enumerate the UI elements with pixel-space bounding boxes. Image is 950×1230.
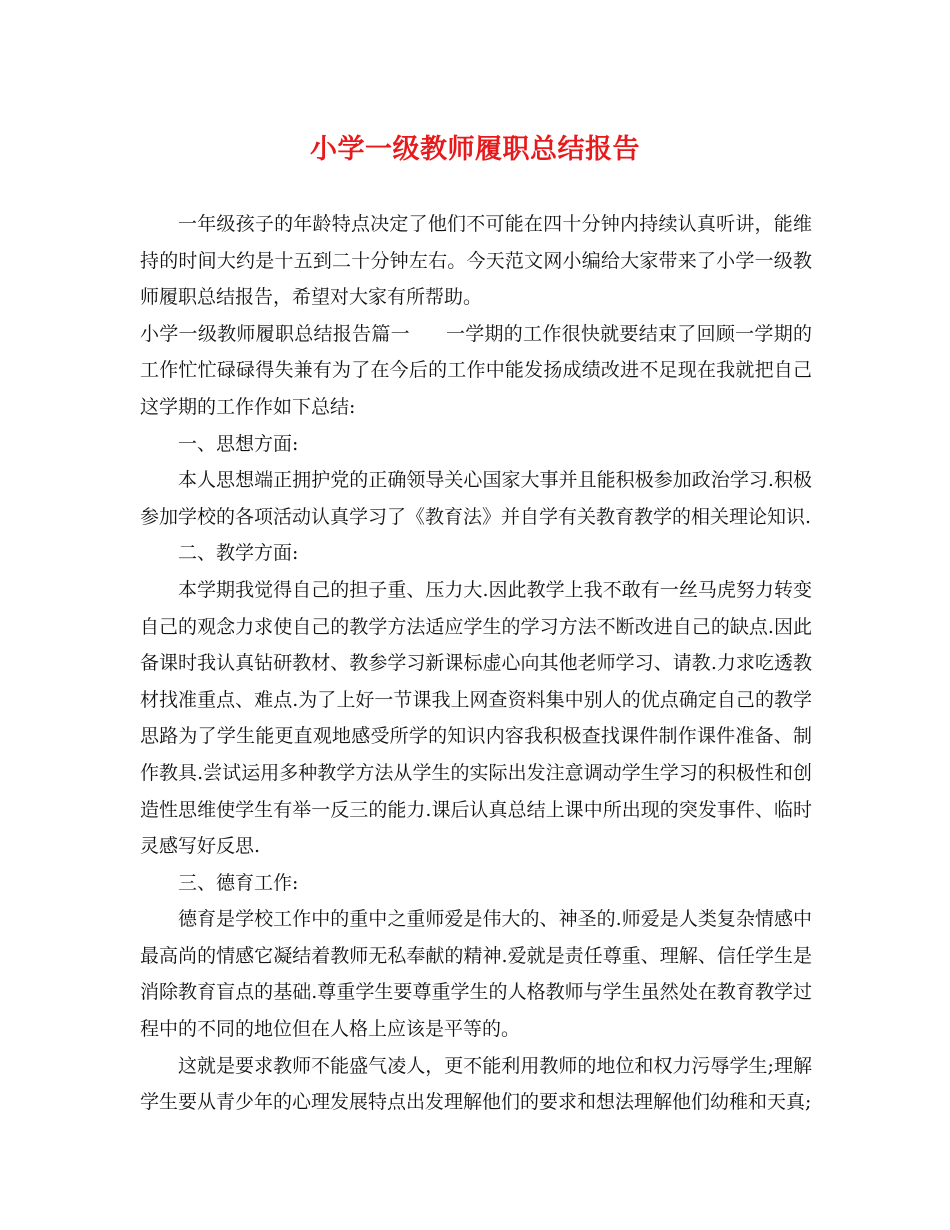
document-title: 小学一级教师履职总结报告 bbox=[310, 134, 640, 165]
heading-thought: 一、思想方面: bbox=[178, 432, 299, 455]
paragraph-respect-students: 这就是要求教师不能盛气凌人，更不能利用教师的地位和权力污辱学生;理解学生要从青少年的心理发展特点出发理解他们的要求和想法理解他们幼稚和天真; bbox=[140, 1054, 812, 1114]
paragraph-moral-education: 德育是学校工作中的重中之重师爱是伟大的、神圣的.师爱是人类复杂情感中最高尚的情感它凝结着教师无私奉献的精神.爱就是责任尊重、理解、信任学生是消除教育盲点的基础.尊重学生要尊重学生的人格教师与学生虽然处在教育教学过程中的不同的地位但在人格上应该是平等的。 bbox=[140, 908, 812, 1041]
section-one-text: 一学期的工作很快就要结束了回顾一学期的工作忙忙碌碌得失兼有为了在今后的工作中能发扬成绩改进不足现在我就把自己这学期的工作作如下总结: bbox=[140, 322, 812, 418]
paragraph-teaching: 本学期我觉得自己的担子重、压力大.因此教学上我不敢有一丝马虎努力转变自己的观念力求使自己的教学方法适应学生的学习方法不断改进自己的缺点.因此备课时我认真钻研教材、教参学习新课标虚心向其他老师学习、请教.力求吃透教材找准重点、难点.为了上好一节课我上网查资料集中别人的优点确定自己的教学思路为了学生能更直观地感受所学的知识内容我积极查找课件制作课件准备、制作教具.尝试运用多种教学方法从学生的实际出发注意调动学生学习的积极性和创造性思维使学生有举一反三的能力.课后认真总结上课中所出现的突发事件、临时灵感写好反思. bbox=[140, 578, 812, 858]
heading-moral-education: 三、德育工作: bbox=[178, 871, 299, 894]
paragraph-thought: 本人思想端正拥护党的正确领导关心国家大事并且能积极参加政治学习.积极参加学校的各项活动认真学习了《教育法》并自学有关教育教学的相关理论知识. bbox=[140, 469, 812, 528]
section-one-label: 小学一级教师履职总结报告篇一 bbox=[140, 322, 410, 345]
section-one-paragraph bbox=[140, 316, 812, 426]
document-body bbox=[140, 206, 812, 1121]
heading-teaching: 二、教学方面: bbox=[178, 542, 299, 565]
intro-paragraph: 一年级孩子的年龄特点决定了他们不可能在四十分钟内持续认真听讲，能维持的时间大约是十五到二十分钟左右。今天范文网小编给大家带来了小学一级教师履职总结报告，希望对大家有所帮助。 bbox=[140, 213, 812, 309]
